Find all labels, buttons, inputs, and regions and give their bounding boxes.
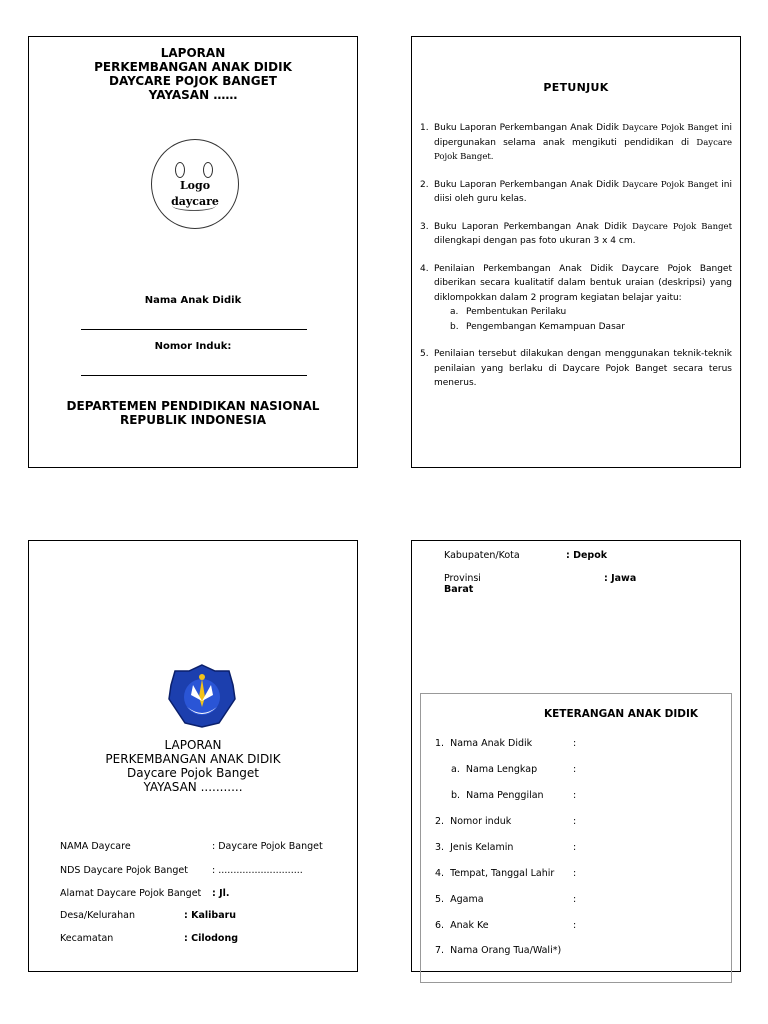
sub-item: b. Pengembangan Kemampuan Dasar: [450, 321, 625, 332]
mouth: [172, 200, 216, 211]
smiley-logo-icon: [151, 139, 239, 229]
table-row: b. Nama Penggilan: [451, 790, 544, 801]
table-row: a. Nama Lengkap: [451, 764, 538, 775]
table-row: Alamat Daycare Pojok Banget : Jl.: [60, 888, 230, 899]
petunjuk-heading: PETUNJUK: [543, 81, 609, 94]
department-name: DEPARTEMEN PENDIDIKAN NASIONAL REPUBLIK INDONESIA: [66, 399, 320, 427]
identity-title: LAPORAN PERKEMBANGAN ANAK DIDIK Daycare Pojok Banget YAYASAN ...........: [105, 738, 281, 794]
provinsi-row: Provinsi : Jawa Barat: [444, 573, 637, 595]
table-row: 6. Anak Ke: [435, 920, 489, 931]
cover-title: [29, 46, 357, 102]
kabupaten-row: Kabupaten/Kota : Depok: [444, 550, 608, 561]
cover-page: [28, 36, 358, 468]
table-row: Desa/Kelurahan : Kalibaru: [60, 910, 237, 921]
nomor-induk-blank-line: [81, 375, 307, 376]
title-line: YAYASAN ……: [148, 88, 238, 102]
student-info-page: [411, 540, 741, 972]
tut-wuri-handayani-emblem-icon: [167, 663, 237, 731]
table-row: Kecamatan : Cilodong: [60, 933, 239, 944]
table-row: 7. Nama Orang Tua/Wali*): [435, 945, 562, 956]
keterangan-heading: KETERANGAN ANAK DIDIK: [543, 708, 699, 720]
table-row: 4. Tempat, Tanggal Lahir: [435, 868, 555, 879]
list-item: 5. Penilaian tersebut dilakukan dengan menggunakan teknik-teknik penilaian yang berlaku di Daycare Pojok Banget secara terus menerus.: [420, 349, 732, 388]
list-item: 1. Buku Laporan Perkembangan Anak Didik Daycare Pojok Banget ini dipergunakan selama anak mengikuti pendidikan di Daycare Pojok Banget.: [420, 123, 732, 162]
identity-page: [28, 540, 358, 972]
nomor-induk-label: Nomor Induk:: [154, 341, 232, 352]
right-eye: [203, 162, 213, 178]
logo-placeholder-text: Logo daycare: [171, 179, 219, 208]
title-line: DAYCARE POJOK BANGET: [109, 74, 277, 88]
student-info-box: KETERANGAN ANAK DIDIK 1. Nama Anak Didik : a. Nama Lengkap : b. Nama Penggilan : 2. Nomor induk : 3. Jenis Kelamin : 4. Tempat, Tanggal Lahir : 5. Agama : 6. Anak Ke : 7. Nama Orang Tua/Wali*): [420, 693, 732, 983]
title-line: PERKEMBANGAN ANAK DIDIK: [94, 60, 292, 74]
nama-anak-blank-line: [81, 329, 307, 330]
list-item: 3. Buku Laporan Perkembangan Anak Didik Daycare Pojok Banget dilengkapi dengan pas foto ukuran 3 x 4 cm.: [420, 221, 732, 246]
sub-item: a. Pembentukan Perilaku: [450, 307, 567, 317]
table-row: 1. Nama Anak Didik: [435, 738, 533, 749]
table-row: 5. Agama: [435, 894, 484, 905]
table-row: 2. Nomor induk: [435, 816, 512, 827]
nama-anak-label: Nama Anak Didik: [144, 295, 242, 306]
table-row: NAMA Daycare : Daycare Pojok Banget: [60, 841, 323, 852]
instructions-list: [420, 121, 732, 404]
table-row: NDS Daycare Pojok Banget : ............................: [60, 865, 303, 876]
table-row: 3. Jenis Kelamin: [435, 842, 514, 853]
title-line: LAPORAN: [160, 46, 226, 60]
instructions-page: [411, 36, 741, 468]
list-item: 2. Buku Laporan Perkembangan Anak Didik Daycare Pojok Banget ini diisi oleh guru kelas.: [420, 179, 732, 204]
list-item: 4. Penilaian Perkembangan Anak Didik Daycare Pojok Banget diberikan secara kualitatif dalam bentuk uraian (deskripsi) yang diklompokkan dalam 2 program kegiatan belajar yaitu: a. Pembentukan Perilaku b. Pengembangan Kemampuan Dasar: [420, 262, 732, 335]
left-eye: [175, 162, 185, 178]
